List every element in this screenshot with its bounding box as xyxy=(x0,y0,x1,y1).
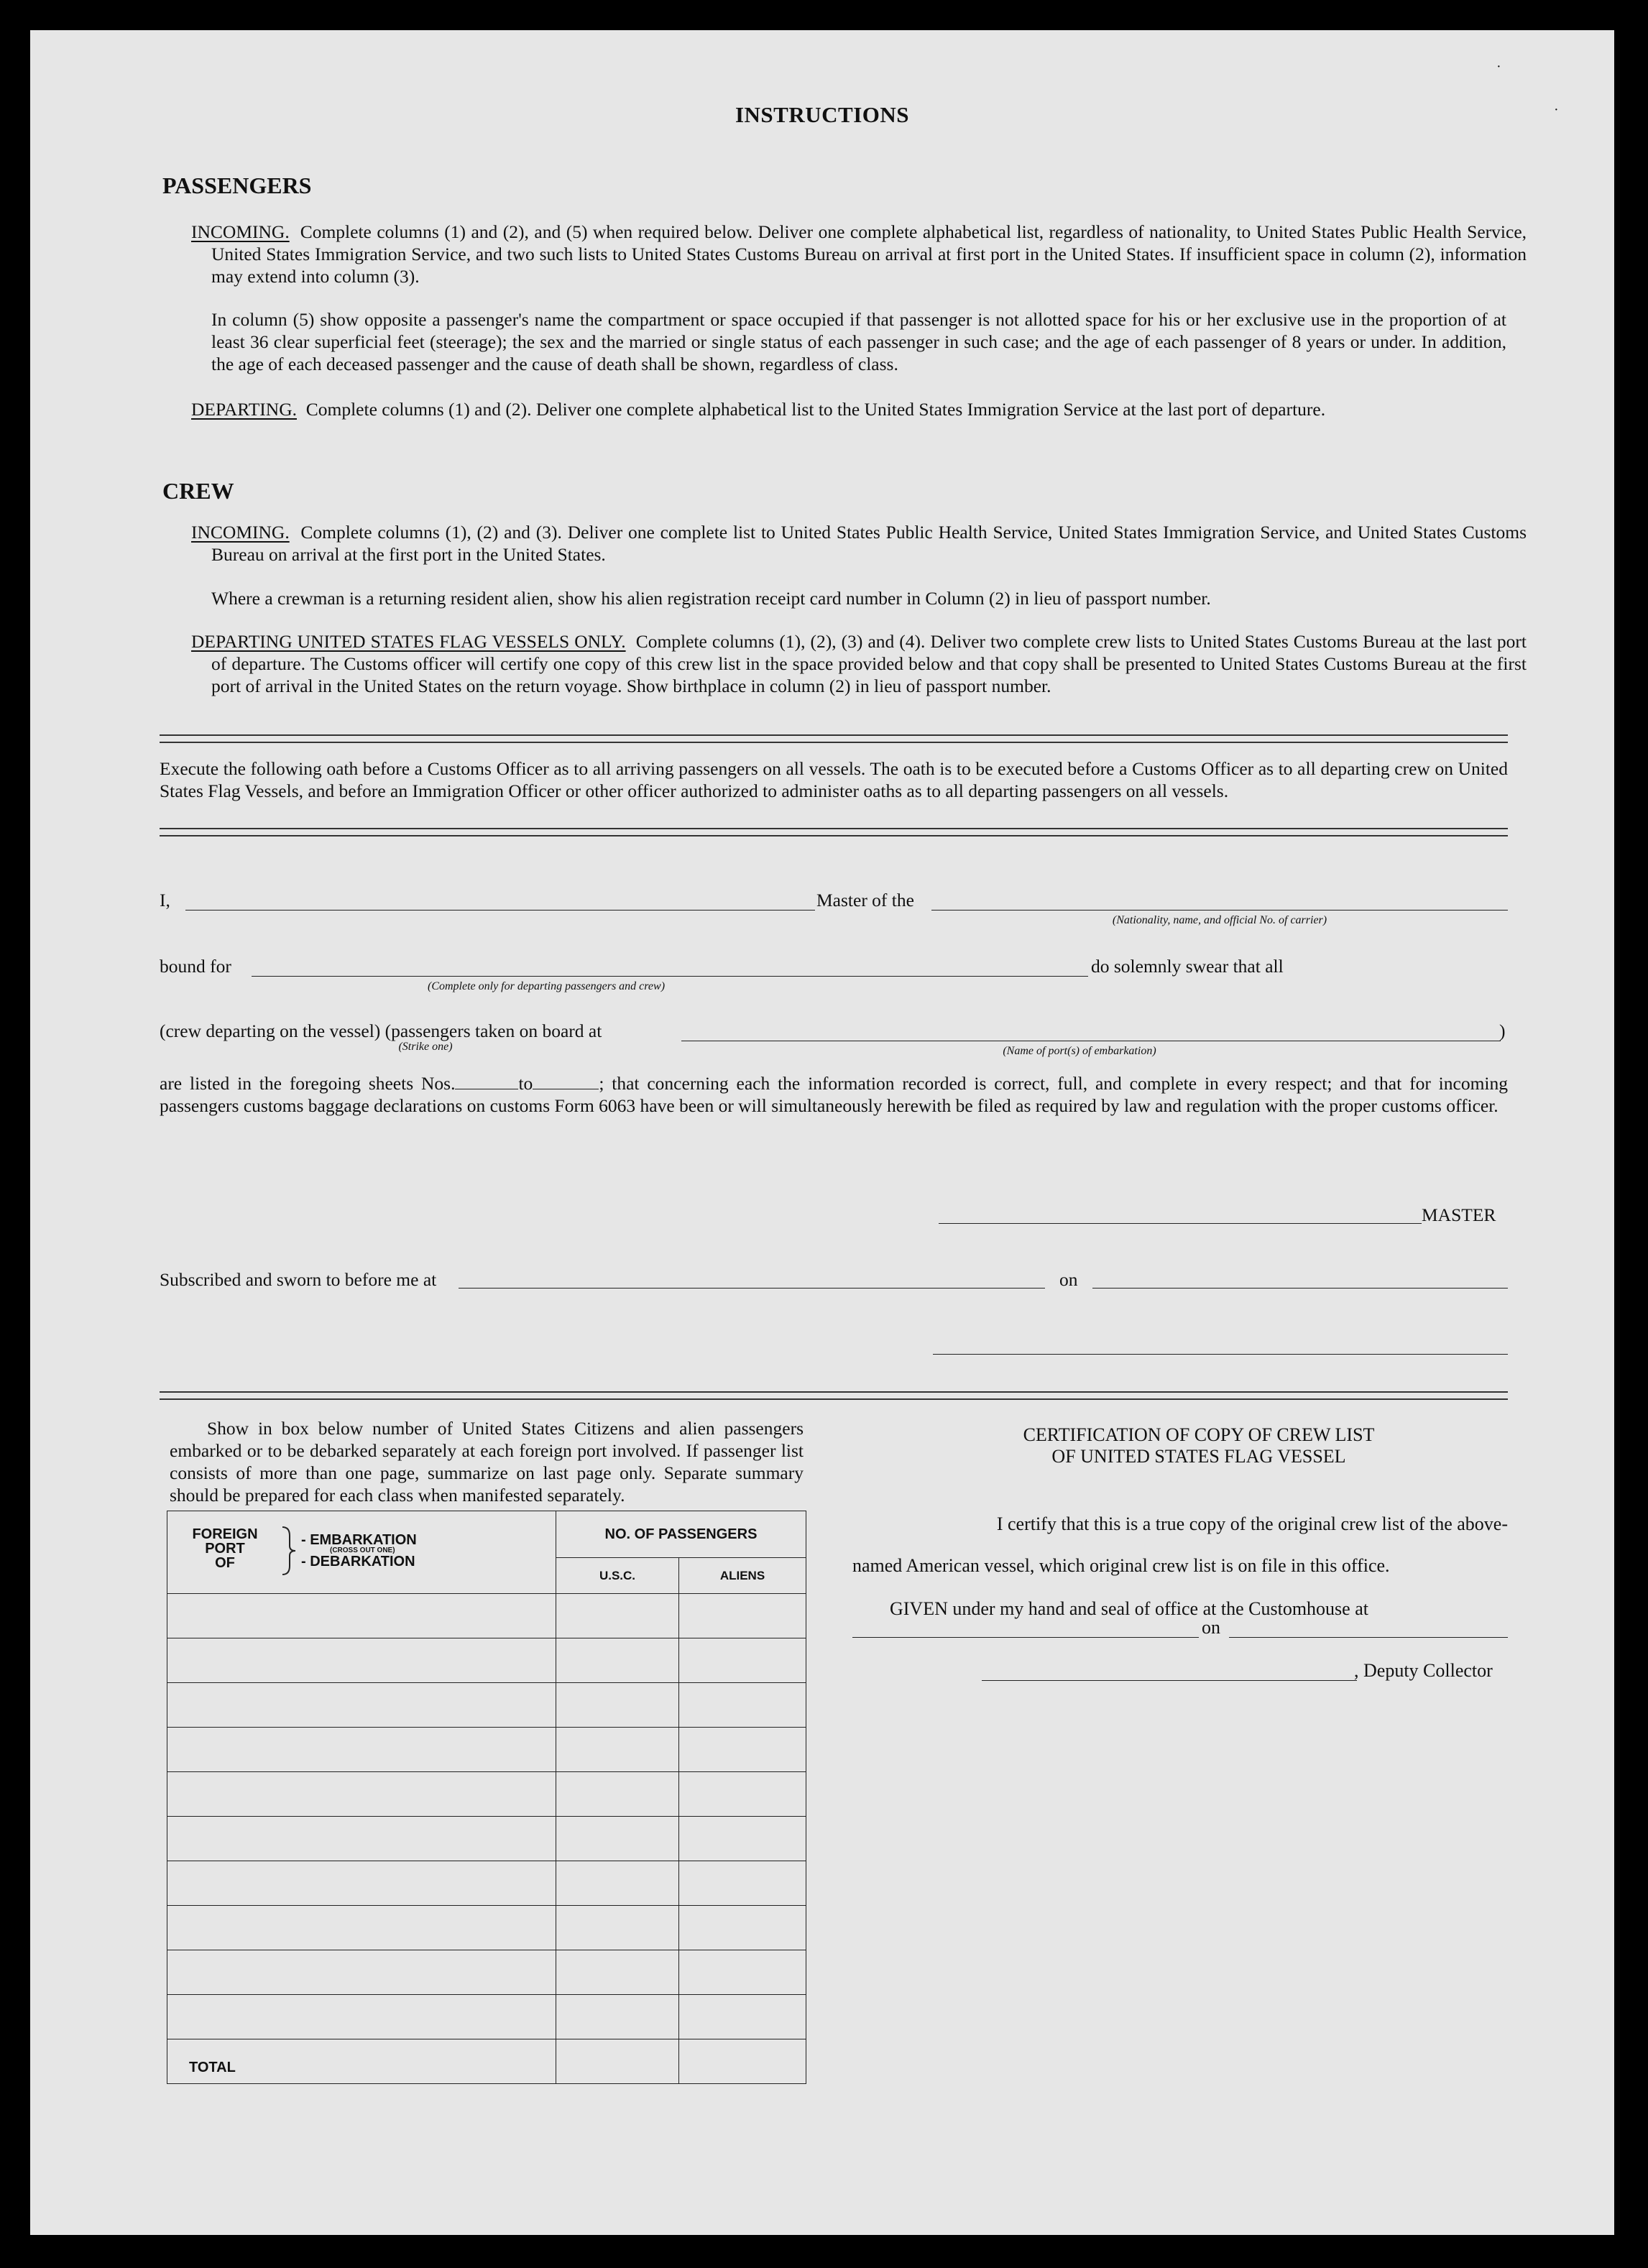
oath-intro: Execute the following oath before a Customs Officer as to all arriving passengers on all vessels. The oath is to be executed before a Customs Officer as to all departing crew on United States Flag Vessels, and before an Immigration Officer or other officer authorized to administer oaths as to all departing passengers on all vessels. xyxy=(160,758,1508,801)
aliens-cell[interactable] xyxy=(679,1594,806,1638)
oath-i-label: I, xyxy=(160,890,170,911)
usc-cell[interactable] xyxy=(556,1683,679,1728)
aliens-cell[interactable] xyxy=(679,1906,806,1950)
cross-out-label: (CROSS OUT ONE) xyxy=(330,1546,395,1554)
destination-field[interactable] xyxy=(252,976,1088,977)
passengers-incoming-label: INCOMING. xyxy=(191,221,290,242)
passengers-departing-paragraph xyxy=(191,398,1527,420)
section-divider xyxy=(160,734,1508,743)
port-cell[interactable] xyxy=(167,1772,556,1817)
document-page xyxy=(30,30,1614,2235)
debarkation-label[interactable]: - DEBARKATION xyxy=(301,1554,415,1569)
sworn-place-field[interactable] xyxy=(459,1288,1045,1289)
scan-speck: · xyxy=(1496,59,1501,75)
passengers-incoming-text: Complete columns (1) and (2), and (5) when required below. Deliver one complete alphabetical list, regardless of nationality, to United States Public Health Service, United States Immigration Service, and two such lists to United States Customs Bureau on arrival at first port in the United States. If insufficient space in column (2), information may extend into column (3). xyxy=(211,221,1527,287)
usc-cell[interactable] xyxy=(556,1861,679,1906)
strike-note: (Strike one) xyxy=(398,1041,453,1053)
master-of-label: Master of the xyxy=(816,890,914,911)
oath-listed-paragraph xyxy=(160,1072,1508,1117)
aliens-cell[interactable] xyxy=(679,1728,806,1772)
sworn-date-field[interactable] xyxy=(1092,1288,1508,1289)
port-cell[interactable] xyxy=(167,1728,556,1772)
customhouse-field[interactable] xyxy=(852,1637,1199,1638)
summary-row xyxy=(167,1638,806,1683)
embark-debark-labels xyxy=(301,1533,417,1569)
swear-text: do solemnly swear that all xyxy=(1091,956,1284,977)
aliens-cell[interactable] xyxy=(679,1950,806,1995)
summary-instructions: Show in box below number of United States Citizens and alien passengers embarked or to be debarked separately at each foreign port involved. If passenger list consists of more than one page, summarize on last page only. Separate summary should be prepared for each class when manifested separately. xyxy=(170,1418,804,1506)
usc-cell[interactable] xyxy=(556,1638,679,1683)
port-cell[interactable] xyxy=(167,1861,556,1906)
port-label: PORT xyxy=(205,1541,245,1557)
passengers-incoming-paragraph xyxy=(191,221,1527,287)
sheet-from-field[interactable] xyxy=(455,1074,518,1089)
usc-cell[interactable] xyxy=(556,1728,679,1772)
crew-incoming-label: INCOMING. xyxy=(191,522,290,543)
summary-row xyxy=(167,1817,806,1861)
no-passengers-header: NO. OF PASSENGERS xyxy=(556,1511,806,1558)
certification-title-line2: OF UNITED STATES FLAG VESSEL xyxy=(1051,1446,1346,1467)
passenger-summary-table xyxy=(167,1511,806,2084)
port-cell[interactable] xyxy=(167,1906,556,1950)
master-signature-field[interactable] xyxy=(939,1223,1422,1224)
port-cell[interactable] xyxy=(167,1995,556,2039)
section-divider xyxy=(160,1391,1508,1400)
aliens-cell[interactable] xyxy=(679,1995,806,2039)
usc-header: U.S.C. xyxy=(556,1558,679,1594)
port-header-cell xyxy=(167,1511,556,1594)
passengers-departing-label: DEPARTING. xyxy=(191,399,297,420)
total-usc-cell[interactable] xyxy=(556,2039,679,2084)
carrier-note: (Nationality, name, and official No. of carrier) xyxy=(1112,914,1327,926)
port-cell[interactable] xyxy=(167,1683,556,1728)
master-name-field[interactable] xyxy=(185,910,815,911)
carrier-field[interactable] xyxy=(931,910,1508,911)
aliens-cell[interactable] xyxy=(679,1638,806,1683)
aliens-header: ALIENS xyxy=(679,1558,806,1594)
usc-cell[interactable] xyxy=(556,1995,679,2039)
foreign-label: FOREIGN xyxy=(192,1526,258,1542)
passengers-departing-text: Complete columns (1) and (2). Deliver one complete alphabetical list to the United States Immigration Service at the last port of departure. xyxy=(305,399,1326,420)
close-paren: ) xyxy=(1499,1020,1506,1041)
passengers-heading: PASSENGERS xyxy=(162,172,312,198)
deputy-label: , Deputy Collector xyxy=(1354,1660,1493,1681)
cert-date-field[interactable] xyxy=(1229,1637,1508,1638)
sheet-to-field[interactable] xyxy=(533,1074,599,1089)
crew-departing-label: DEPARTING UNITED STATES FLAG VESSELS ONLY. xyxy=(191,631,626,652)
summary-row xyxy=(167,1683,806,1728)
listed-rest: ; that concerning each the information recorded is correct, full, and complete in every respect; and that for incoming passengers customs baggage declarations on customs Form 6063 have been or will simultaneously herewith be filed as required by law and regulation with the proper customs officer. xyxy=(160,1073,1508,1116)
aliens-cell[interactable] xyxy=(679,1861,806,1906)
to-label: to xyxy=(518,1073,533,1094)
sworn-on-label: on xyxy=(1059,1269,1078,1290)
page-title: INSTRUCTIONS xyxy=(735,102,909,127)
deputy-signature-field[interactable] xyxy=(982,1680,1357,1681)
aliens-cell[interactable] xyxy=(679,1683,806,1728)
certify-line2: named American vessel, which original crew list is on file in this office. xyxy=(852,1555,1390,1576)
summary-row xyxy=(167,1861,806,1906)
aliens-cell[interactable] xyxy=(679,1817,806,1861)
cert-on-label: on xyxy=(1202,1617,1220,1638)
port-header-label xyxy=(167,1527,282,1570)
crew-heading: CREW xyxy=(162,478,234,504)
bound-for-label: bound for xyxy=(160,956,231,977)
total-label: TOTAL xyxy=(167,2039,556,2084)
crew-departing-text: Complete columns (1), (2), (3) and (4). Deliver two complete crew lists to United States Customs Bureau at the last port of departure. The Customs officer will certify one copy of this crew list in the space provided below and that copy shall be presented to United States Customs Bureau at the first port of arrival in the United States on the return voyage. Show birthplace in column (2) in lieu of passport number. xyxy=(211,631,1527,696)
summary-row xyxy=(167,1906,806,1950)
port-note: (Name of port(s) of embarkation) xyxy=(1003,1045,1156,1057)
summary-row xyxy=(167,1950,806,1995)
usc-cell[interactable] xyxy=(556,1906,679,1950)
subscribed-label: Subscribed and sworn to before me at xyxy=(160,1269,437,1290)
passengers-column5-paragraph: In column (5) show opposite a passenger's name the compartment or space occupied if that passenger is not allotted space for his or her exclusive use in the proportion of at least 36 clear superficial feet (steerage); the sex and the married or single status of each passenger in such case; and the age of each passenger of 8 years or under. In addition, the age of each deceased passenger and the cause of death shall be shown, regardless of class. xyxy=(211,309,1506,374)
aliens-cell[interactable] xyxy=(679,1772,806,1817)
usc-cell[interactable] xyxy=(556,1772,679,1817)
brace-icon xyxy=(280,1526,298,1576)
listed-prefix: are listed in the foregoing sheets Nos. xyxy=(160,1073,456,1094)
port-cell[interactable] xyxy=(167,1594,556,1638)
summary-row xyxy=(167,1728,806,1772)
usc-cell[interactable] xyxy=(556,1950,679,1995)
total-aliens-cell[interactable] xyxy=(679,2039,806,2084)
summary-row xyxy=(167,1995,806,2039)
section-divider xyxy=(160,828,1508,836)
certification-title-line1: CERTIFICATION OF COPY OF CREW LIST xyxy=(1023,1424,1375,1445)
crew-departing-paragraph xyxy=(191,630,1527,697)
usc-cell[interactable] xyxy=(556,1817,679,1861)
summary-row xyxy=(167,1594,806,1638)
usc-cell[interactable] xyxy=(556,1594,679,1638)
crew-departing-label: (crew departing on the vessel) (passengers taken on board at xyxy=(160,1020,602,1041)
certify-line1: I certify that this is a true copy of the original crew list of the above- xyxy=(996,1513,1508,1534)
summary-rows xyxy=(167,1594,806,2039)
crew-incoming-paragraph xyxy=(191,521,1527,566)
certification-title xyxy=(890,1424,1508,1467)
bound-note: (Complete only for departing passengers and crew) xyxy=(427,980,666,992)
officer-signature-field[interactable] xyxy=(933,1354,1508,1355)
of-label: OF xyxy=(215,1555,235,1571)
scan-speck: · xyxy=(1554,102,1559,118)
crew-resident-paragraph: Where a crewman is a returning resident alien, show his alien registration receipt card number in Column (2) in lieu of passport number. xyxy=(211,588,1211,609)
port-cell[interactable] xyxy=(167,1817,556,1861)
summary-row xyxy=(167,1772,806,1817)
port-cell[interactable] xyxy=(167,1950,556,1995)
port-cell[interactable] xyxy=(167,1638,556,1683)
crew-incoming-text: Complete columns (1), (2) and (3). Deliver one complete list to United States Public Health Service, United States Immigration Service, and United States Customs Bureau on arrival at the first port in the United States. xyxy=(211,522,1527,565)
given-text: GIVEN under my hand and seal of office at the Customhouse at xyxy=(890,1598,1368,1619)
embarkation-label[interactable]: - EMBARKATION xyxy=(301,1532,417,1548)
master-label: MASTER xyxy=(1422,1204,1496,1225)
